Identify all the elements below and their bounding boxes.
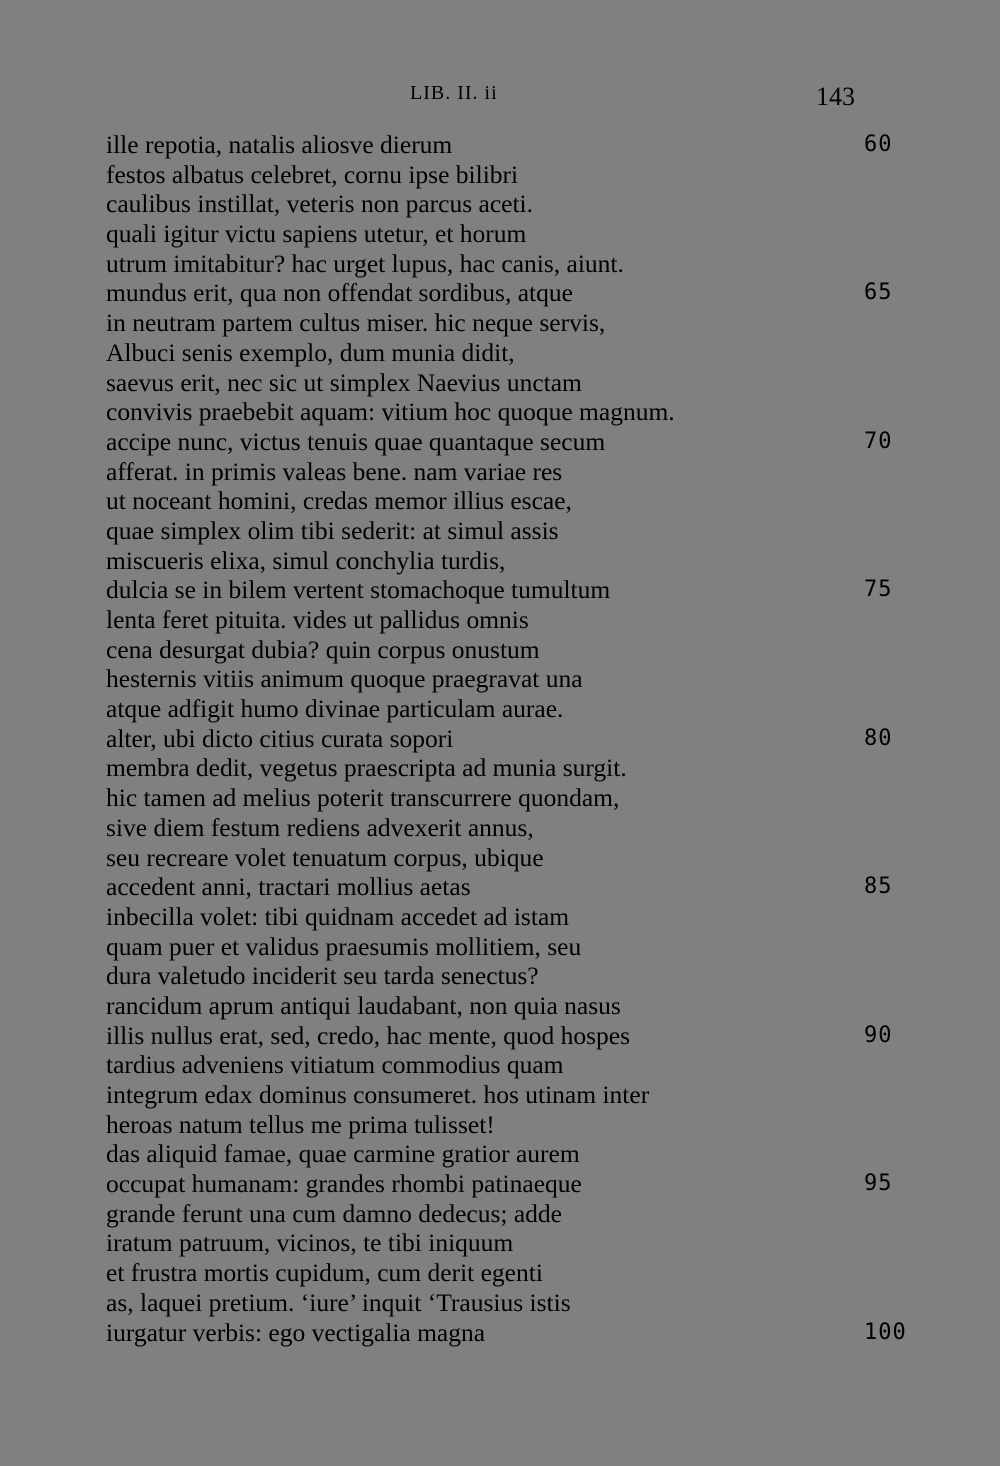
verse-line bbox=[106, 872, 906, 902]
verse-text: accipe nunc, victus tenuis quae quantaque secum bbox=[106, 426, 606, 456]
verse-text: heroas natum tellus me prima tulisset! bbox=[106, 1109, 495, 1139]
verse-text: integrum edax dominus consumeret. hos utinam inter bbox=[106, 1080, 650, 1109]
verse-text: ille repotia, natalis aliosve dierum bbox=[106, 130, 453, 159]
verse-text: hesternis vitiis animum quoque praegravat una bbox=[106, 664, 583, 694]
verse-text: quali igitur victu sapiens utetur, et horum bbox=[106, 219, 527, 249]
verse-text: lenta feret pituita. vides ut pallidus omnis bbox=[106, 605, 529, 634]
verse-text: quae simplex olim tibi sederit: at simul assis bbox=[106, 515, 559, 545]
verse-text: afferat. in primis valeas bene. nam variae res bbox=[106, 456, 563, 486]
verse-text: alter, ubi dicto citius curata sopori bbox=[106, 723, 454, 753]
verse-text: seu recreare volet tenuatum corpus, ubique bbox=[106, 842, 544, 872]
verse-line bbox=[106, 1110, 906, 1140]
verse-line bbox=[106, 1050, 906, 1080]
verse-text: in neutram partem cultus miser. hic neque servis, bbox=[106, 308, 606, 338]
verse-text: hic tamen ad melius poterit transcurrere quondam, bbox=[106, 783, 620, 813]
verse-text: dulcia se in bilem vertent stomachoque tumultum bbox=[106, 575, 611, 605]
verse-line bbox=[106, 724, 906, 754]
verse-line bbox=[106, 1169, 906, 1199]
line-number: 60 bbox=[864, 132, 893, 157]
verse-text: membra dedit, vegetus praescripta ad munia surgit. bbox=[106, 753, 627, 783]
verse-line bbox=[106, 1318, 906, 1348]
verse-text: et frustra mortis cupidum, cum derit egenti bbox=[106, 1258, 543, 1288]
verse-text: iurgatur verbis: ego vectigalia magna bbox=[106, 1317, 486, 1347]
verse-line bbox=[106, 902, 906, 932]
verse-text: miscueris elixa, simul conchylia turdis, bbox=[106, 545, 506, 575]
verse-line bbox=[106, 278, 906, 308]
verse-block bbox=[106, 130, 906, 1347]
verse-line bbox=[106, 575, 906, 605]
verse-line bbox=[106, 368, 906, 398]
verse-line bbox=[106, 130, 906, 160]
verse-text: convivis praebebit aquam: vitium hoc quoque magnum. bbox=[106, 397, 675, 427]
verse-text: accedent anni, tractari mollius aetas bbox=[106, 872, 471, 902]
verse-text: illis nullus erat, sed, credo, hac mente, quod hospes bbox=[106, 1020, 631, 1050]
verse-line bbox=[106, 753, 906, 783]
verse-line bbox=[106, 457, 906, 487]
page-number: 143 bbox=[816, 82, 855, 111]
verse-text: rancidum aprum antiqui laudabant, non quia nasus bbox=[106, 990, 621, 1020]
verse-line bbox=[106, 189, 906, 219]
verse-line bbox=[106, 932, 906, 962]
verse-line bbox=[106, 427, 906, 457]
verse-line bbox=[106, 1080, 906, 1110]
verse-line bbox=[106, 664, 906, 694]
running-head: LIB. II. ii bbox=[410, 82, 498, 104]
verse-line bbox=[106, 1199, 906, 1229]
verse-text: cena desurgat dubia? quin corpus onustum bbox=[106, 634, 540, 664]
verse-text: Albuci senis exemplo, dum munia didit, bbox=[106, 337, 515, 367]
line-number: 80 bbox=[864, 725, 893, 751]
verse-text: tardius adveniens vitiatum commodius quam bbox=[106, 1050, 564, 1080]
verse-line bbox=[106, 991, 906, 1021]
line-number: 65 bbox=[864, 280, 893, 306]
verse-text: das aliquid famae, quae carmine gratior aurem bbox=[106, 1139, 580, 1169]
verse-text: festos albatus celebret, cornu ipse bilibri bbox=[106, 159, 519, 189]
verse-line bbox=[106, 1288, 906, 1318]
verse-line bbox=[106, 605, 906, 635]
verse-text: atque adfigit humo divinae particulam aurae. bbox=[106, 694, 564, 724]
verse-text: utrum imitabitur? hac urget lupus, hac canis, aiunt. bbox=[106, 248, 624, 278]
verse-text: caulibus instillat, veteris non parcus aceti. bbox=[106, 189, 534, 219]
verse-line bbox=[106, 1021, 906, 1051]
verse-line bbox=[106, 486, 906, 516]
verse-line bbox=[106, 249, 906, 279]
verse-line bbox=[106, 694, 906, 724]
line-number: 90 bbox=[864, 1022, 893, 1048]
line-number: 100 bbox=[864, 1319, 907, 1345]
verse-text: occupat humanam: grandes rhombi patinaeque bbox=[106, 1169, 582, 1199]
verse-line bbox=[106, 843, 906, 873]
verse-text: iratum patruum, vicinos, te tibi iniquum bbox=[106, 1228, 514, 1258]
verse-line bbox=[106, 546, 906, 576]
verse-line bbox=[106, 219, 906, 249]
verse-line bbox=[106, 1228, 906, 1258]
verse-text: mundus erit, qua non offendat sordibus, atque bbox=[106, 278, 573, 308]
verse-text: dura valetudo inciderit seu tarda senectus? bbox=[106, 961, 539, 991]
verse-line bbox=[106, 961, 906, 991]
verse-text: grande ferunt una cum damno dedecus; adde bbox=[106, 1198, 562, 1228]
line-number: 75 bbox=[864, 577, 893, 603]
verse-line bbox=[106, 1258, 906, 1288]
verse-text: inbecilla volet: tibi quidnam accedet ad istam bbox=[106, 901, 570, 931]
verse-line bbox=[106, 516, 906, 546]
verse-text: quam puer et validus praesumis mollitiem, seu bbox=[106, 931, 582, 961]
verse-text: ut noceant homini, credas memor illius escae, bbox=[106, 486, 572, 516]
verse-line bbox=[106, 783, 906, 813]
verse-line bbox=[106, 308, 906, 338]
verse-line bbox=[106, 813, 906, 843]
verse-text: as, laquei pretium. ‘iure’ inquit ‘Trausius istis bbox=[106, 1287, 571, 1317]
verse-line bbox=[106, 397, 906, 427]
verse-line bbox=[106, 1139, 906, 1169]
line-number: 95 bbox=[864, 1171, 893, 1197]
verse-line bbox=[106, 160, 906, 190]
verse-line bbox=[106, 635, 906, 665]
line-number: 85 bbox=[864, 874, 893, 900]
verse-line bbox=[106, 338, 906, 368]
verse-text: sive diem festum rediens advexerit annus, bbox=[106, 812, 534, 842]
line-number: 70 bbox=[864, 428, 893, 454]
verse-text: saevus erit, nec sic ut simplex Naevius unctam bbox=[106, 367, 582, 397]
